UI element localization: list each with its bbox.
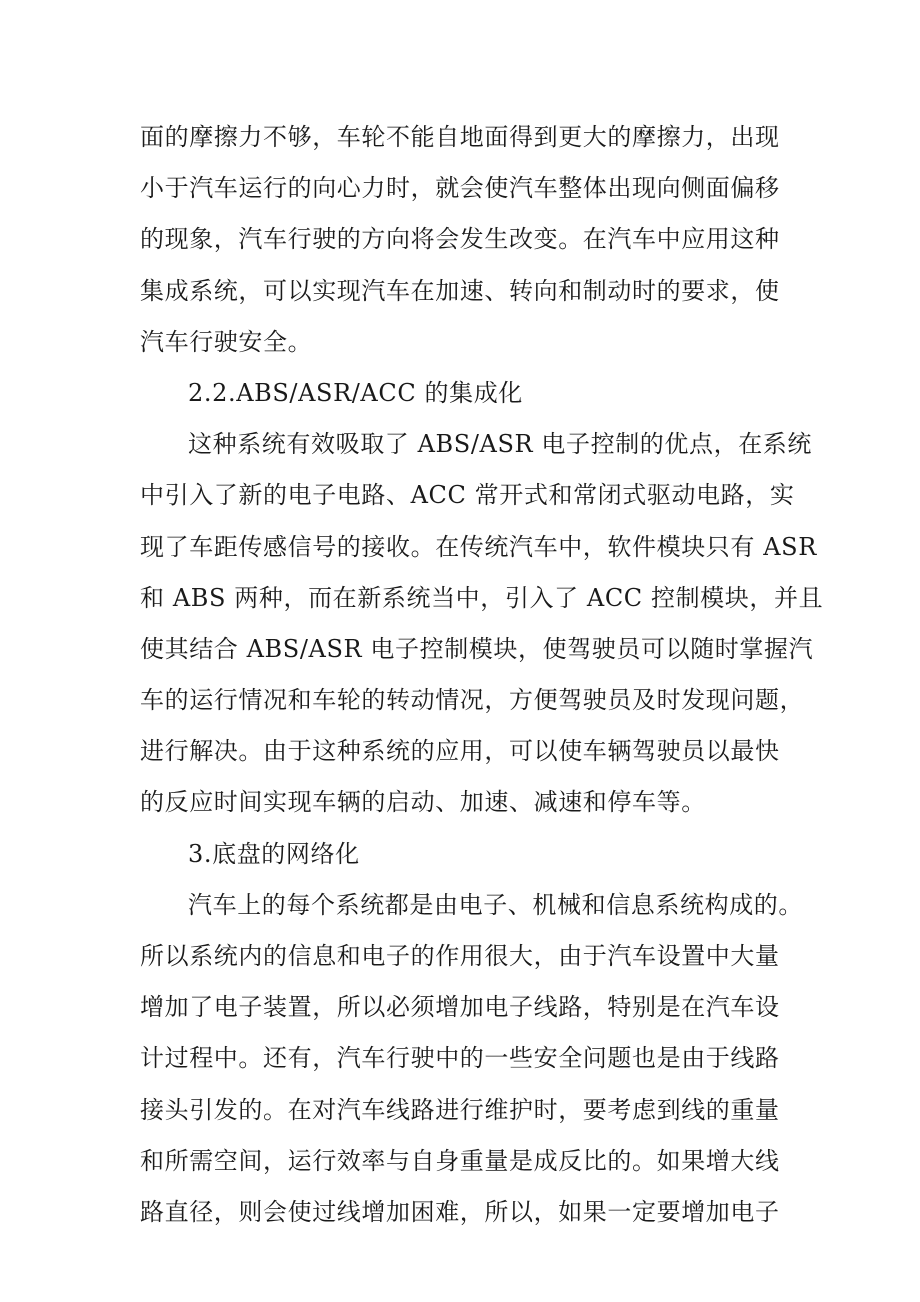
text-line-8: 中引入了新的电子电路、ACC 常开式和常闭式驱动电路，实 <box>140 481 795 510</box>
text-line-4: 集成系统，可以实现汽车在加速、转向和制动时的要求，使 <box>140 276 780 305</box>
text-line-9: 现了车距传感信号的接收。在传统汽车中，软件模块只有 ASR <box>140 532 817 561</box>
section-heading-2-2: 2.2.ABS/ASR/ACC 的集成化 <box>188 378 523 407</box>
text-line-7: 这种系统有效吸取了 ABS/ASR 电子控制的优点，在系统 <box>188 430 812 459</box>
text-line-20: 接头引发的。在对汽车线路进行维护时，要考虑到线的重量 <box>140 1095 780 1124</box>
text-line-19: 计过程中。还有，汽车行驶中的一些安全问题也是由于线路 <box>140 1044 780 1073</box>
text-line-18: 增加了电子装置，所以必须增加电子线路，特别是在汽车设 <box>140 993 780 1022</box>
text-line-22: 路直径，则会使过线增加困难，所以，如果一定要增加电子 <box>140 1197 780 1226</box>
body-text <box>140 112 824 1238</box>
text-line-2: 小于汽车运行的向心力时，就会使汽车整体出现向侧面偏移 <box>140 174 780 203</box>
text-line-11: 使其结合 ABS/ASR 电子控制模块，使驾驶员可以随时掌握汽 <box>140 634 814 663</box>
text-line-5: 汽车行驶安全。 <box>140 327 313 356</box>
text-line-16: 汽车上的每个系统都是由电子、机械和信息系统构成的。 <box>188 890 803 919</box>
text-line-13: 进行解决。由于这种系统的应用，可以使车辆驾驶员以最快 <box>140 737 780 766</box>
text-line-1: 面的摩擦力不够，车轮不能自地面得到更大的摩擦力，出现 <box>140 123 780 151</box>
text-line-17: 所以系统内的信息和电子的作用很大，由于汽车设置中大量 <box>140 942 780 970</box>
text-line-14: 的反应时间实现车辆的启动、加速、减速和停车等。 <box>140 788 706 817</box>
section-heading-3: 3.底盘的网络化 <box>188 839 360 868</box>
text-line-3: 的现象，汽车行驶的方向将会发生改变。在汽车中应用这种 <box>140 225 780 254</box>
text-line-21: 和所需空间，运行效率与自身重量是成反比的。如果增大线 <box>140 1146 780 1175</box>
text-line-12: 车的运行情况和车轮的转动情况，方便驾驶员及时发现问题， <box>140 686 805 715</box>
text-line-10: 和 ABS 两种，而在新系统当中，引入了 ACC 控制模块，并且 <box>140 583 824 612</box>
